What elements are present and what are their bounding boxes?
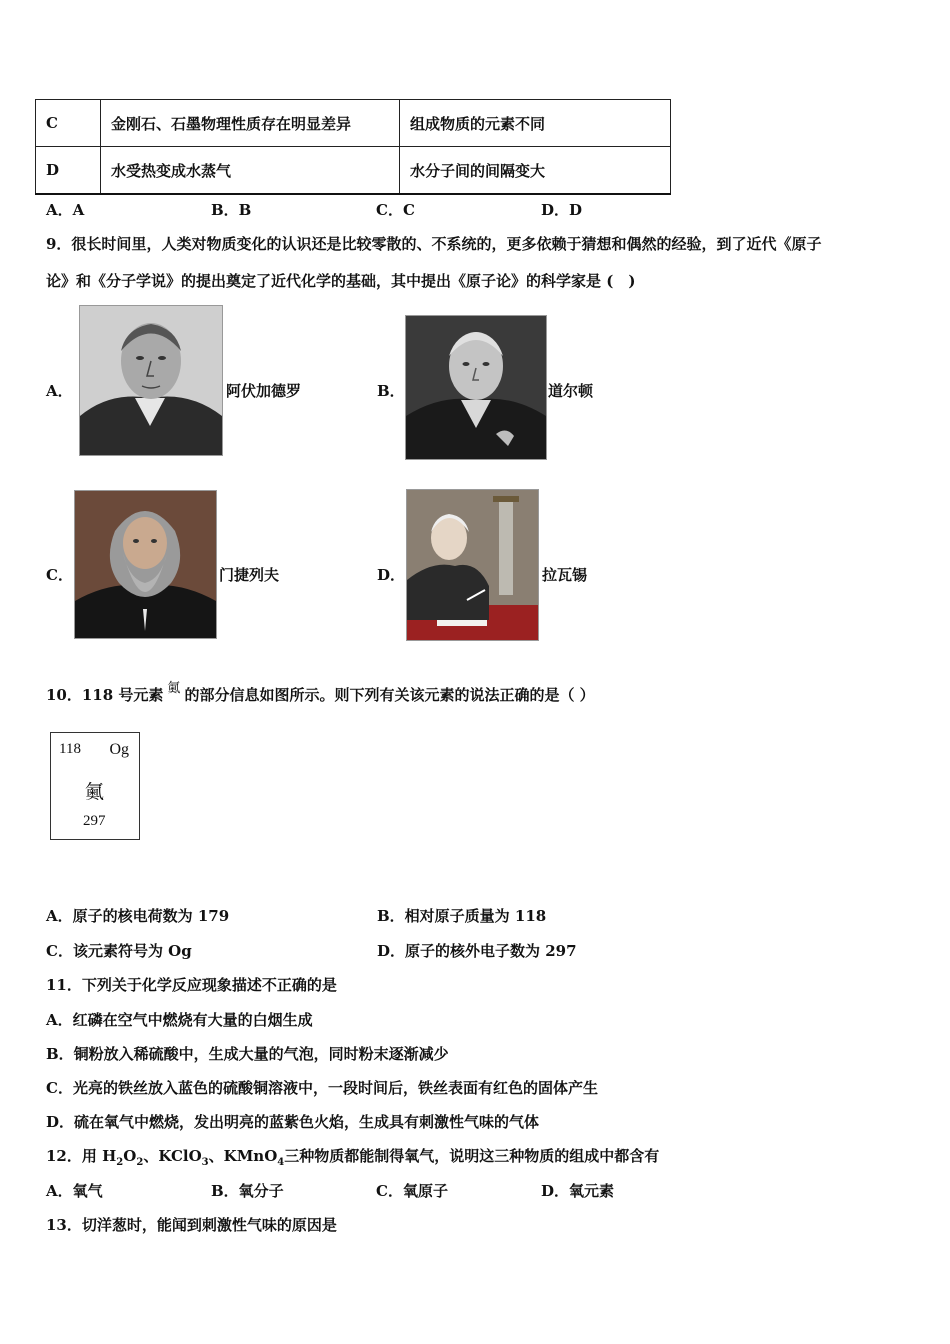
formula-subscript: 4 [277,1157,285,1168]
row-fact: 水受热变成水蒸气 [101,147,400,195]
q10-option-c[interactable]: C．该元素符号为 Og [46,942,192,960]
q10-option-d[interactable]: D．原子的核外电子数为 297 [377,942,577,960]
q12-stem [46,1145,659,1168]
row-explanation: 水分子间的间隔变大 [400,147,671,195]
element-symbol: Og [109,741,129,758]
portrait-mendeleev [74,490,217,639]
q11-option-b[interactable]: B．铜粉放入稀硫酸中，生成大量的气泡，同时粉末逐渐减少 [46,1045,449,1063]
atomic-number: 118 [59,741,81,757]
q10-stem [46,681,595,705]
formula-subscript: 2 [136,1157,144,1168]
q9-stem-line2: 论》和《分子学说》的提出奠定了近代化学的基础，其中提出《原子论》的科学家是 ( ) [46,272,636,290]
q12-options [46,1180,706,1201]
q8-options [46,199,706,220]
table-row [36,100,671,147]
q8-option-b[interactable]: B．B [211,201,252,219]
portrait-dalton [405,315,547,460]
q9-option-d-letter[interactable]: D． [377,566,406,584]
row-explanation: 组成物质的元素不同 [400,100,671,147]
formula-h2o2-o: O [123,1147,137,1165]
q10-prefix: 10．118 号元素 [46,686,164,704]
q8-option-a[interactable]: A．A [46,201,85,219]
q12-option-d[interactable]: D．氧元素 [541,1182,615,1200]
q11-stem: 11．下列关于化学反应现象描述不正确的是 [46,976,337,994]
q9-option-c-letter[interactable]: C． [46,566,73,584]
q9-option-c-name: 门捷列夫 [219,566,280,584]
formula-subscript: 3 [201,1157,209,1168]
formula-kmno4: KMnO [223,1147,278,1165]
element-card [50,732,140,840]
atomic-mass: 297 [83,813,106,829]
q12-option-c[interactable]: C．氧原子 [376,1182,448,1200]
formula-subscript: 2 [116,1157,124,1168]
row-fact: 金刚石、石墨物理性质存在明显差异 [101,100,400,147]
row-label: C [36,100,101,147]
table-row [36,147,671,195]
separator: 、 [208,1147,224,1165]
q9-option-d-name: 拉瓦锡 [542,566,588,584]
q8-option-d[interactable]: D．D [541,201,583,219]
row-label: D [36,147,101,195]
q10-option-b[interactable]: B．相对原子质量为 118 [377,907,547,925]
portrait-avogadro [79,305,223,456]
q10-suffix: 的部分信息如图所示。则下列有关该元素的说法正确的是（ ） [184,686,595,704]
q9-option-a-name: 阿伏加德罗 [226,382,302,400]
q10-option-a[interactable]: A．原子的核电荷数为 179 [46,907,230,925]
q9-option-b-name: 道尔顿 [548,382,594,400]
separator: 、 [143,1147,159,1165]
q11-option-a[interactable]: A．红磷在空气中燃烧有大量的白烟生成 [46,1011,313,1029]
q9-stem-line1: 9．很长时间里，人类对物质变化的认识还是比较零散的、不系统的，更多依赖于猜想和偶然的经验，到了近代《原子 [46,235,822,253]
q12-prefix: 12．用 [46,1147,103,1165]
q9-option-b-letter[interactable]: B． [377,382,405,400]
q12-option-b[interactable]: B．氧分子 [211,1182,284,1200]
element-name: 鿫 [85,782,105,803]
portrait-lavoisier [406,489,539,641]
reasoning-table [35,99,671,195]
element-name-inline: 鿫 [167,681,181,696]
q11-option-d[interactable]: D．硫在氧气中燃烧，发出明亮的蓝紫色火焰，生成具有刺激性气味的气体 [46,1113,540,1131]
q9-option-a-letter[interactable]: A． [46,382,73,400]
q11-option-c[interactable]: C．光亮的铁丝放入蓝色的硫酸铜溶液中，一段时间后，铁丝表面有红色的固体产生 [46,1079,598,1097]
q12-option-a[interactable]: A．氧气 [46,1182,103,1200]
q13-stem: 13．切洋葱时，能闻到刺激性气味的原因是 [46,1216,337,1234]
formula-h2o2: H [102,1147,117,1165]
formula-kclo3: KClO [158,1147,202,1165]
q12-suffix: 三种物质都能制得氧气，说明这三种物质的组成中都含有 [284,1147,660,1165]
q8-option-c[interactable]: C．C [376,201,415,219]
